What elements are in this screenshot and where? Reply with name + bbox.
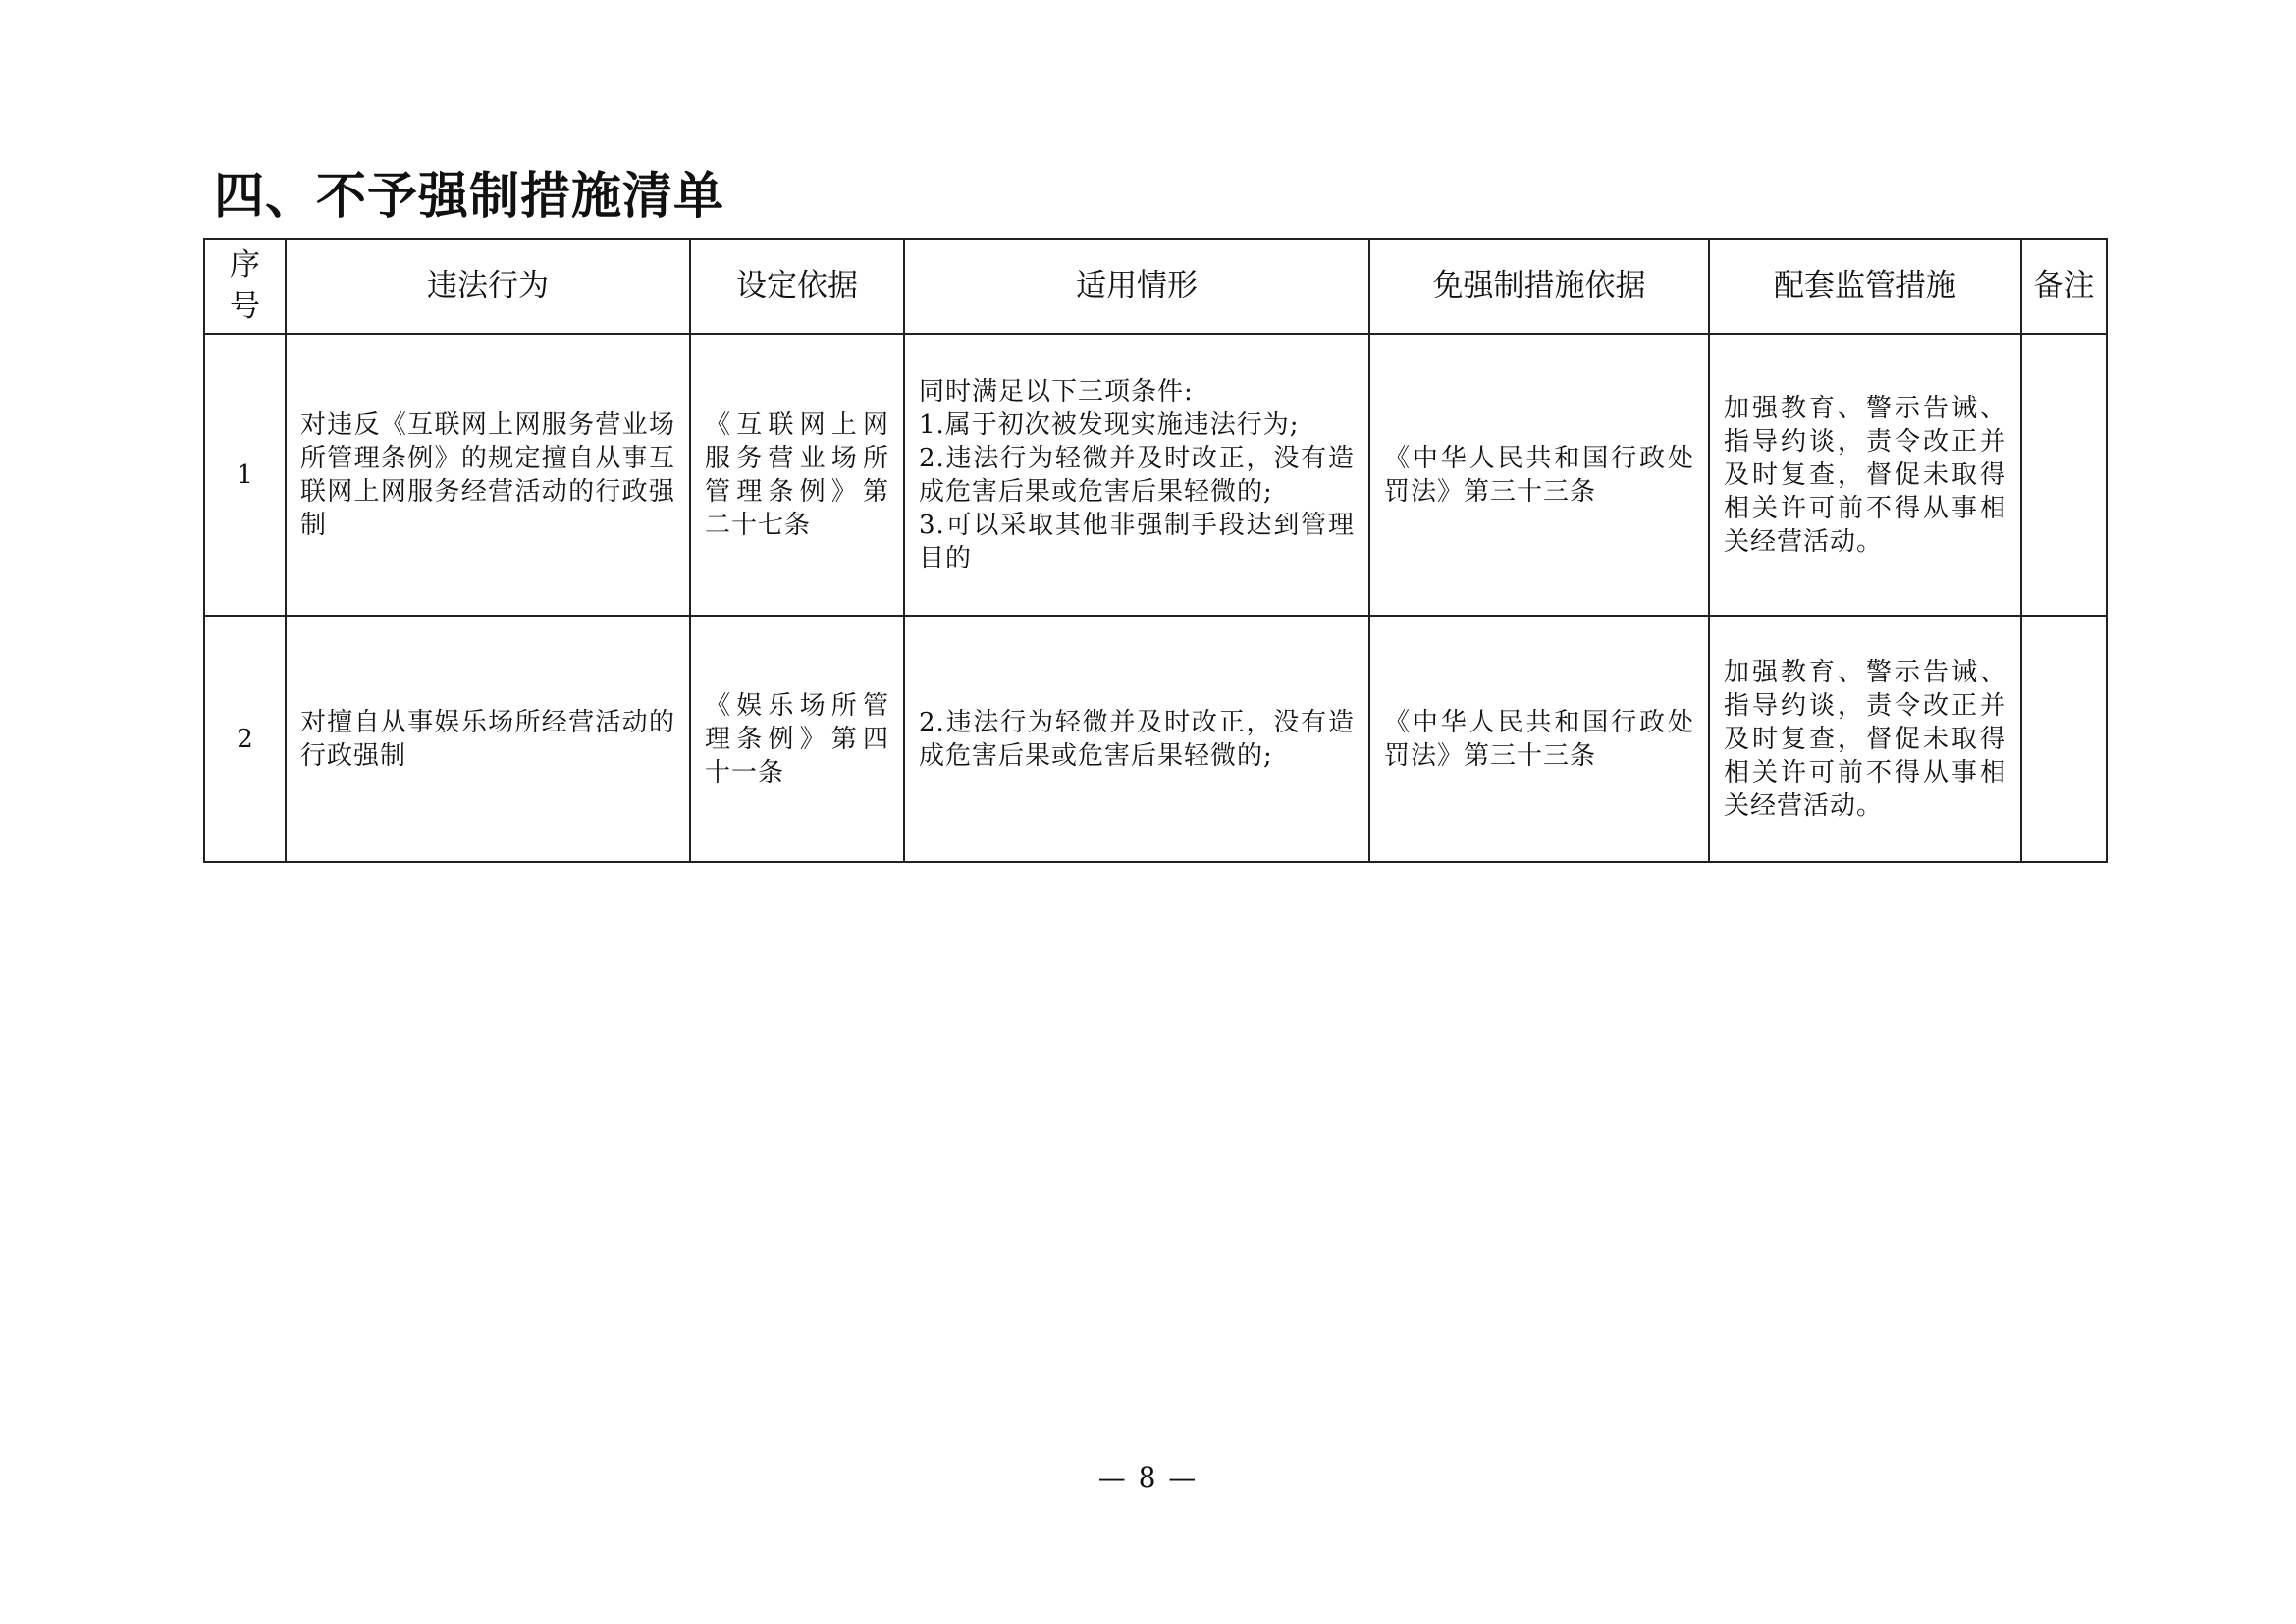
cell-applicable-situation: 2.违法行为轻微并及时改正，没有造成危害后果或危害后果轻微的; xyxy=(904,616,1369,862)
cell-supervision-measures: 加强教育、警示告诫、指导约谈，责令改正并及时复查，督促未取得相关许可前不得从事相关经营活动。 xyxy=(1709,616,2021,862)
page-title: 四、不予强制措施清单 xyxy=(214,167,725,226)
cell-exemption-basis: 《中华人民共和国行政处罚法》第三十三条 xyxy=(1369,334,1709,616)
cell-violation: 对擅自从事娱乐场所经营活动的行政强制 xyxy=(286,616,690,862)
header-exemption-basis: 免强制措施依据 xyxy=(1369,239,1709,334)
cell-supervision-measures: 加强教育、警示告诫、指导约谈，责令改正并及时复查，督促未取得相关许可前不得从事相关经营活动。 xyxy=(1709,334,2021,616)
table-header-row xyxy=(204,239,2107,334)
header-supervision-measures: 配套监管措施 xyxy=(1709,239,2021,334)
cell-remarks xyxy=(2021,334,2107,616)
page-number: — 8 — xyxy=(1097,1461,1199,1493)
cell-seq: 2 xyxy=(204,616,286,862)
cell-legal-basis: 《娱乐场所管理条例》第四十一条 xyxy=(690,616,904,862)
header-seq: 序号 xyxy=(204,239,286,334)
cell-applicable-situation: 同时满足以下三项条件: 1.属于初次被发现实施违法行为; 2.违法行为轻微并及时改正，没有造成危害后果或危害后果轻微的; 3.可以采取其他非强制手段达到管理目的 xyxy=(904,334,1369,616)
table-row xyxy=(204,334,2107,616)
header-legal-basis: 设定依据 xyxy=(690,239,904,334)
header-applicable-situation: 适用情形 xyxy=(904,239,1369,334)
cell-remarks xyxy=(2021,616,2107,862)
cell-legal-basis: 《互联网上网服务营业场所管理条例》第二十七条 xyxy=(690,334,904,616)
header-remarks: 备注 xyxy=(2021,239,2107,334)
cell-seq: 1 xyxy=(204,334,286,616)
header-violation: 违法行为 xyxy=(286,239,690,334)
cell-violation: 对违反《互联网上网服务营业场所管理条例》的规定擅自从事互联网上网服务经营活动的行政强制 xyxy=(286,334,690,616)
non-enforcement-measures-table xyxy=(203,238,2108,863)
cell-exemption-basis: 《中华人民共和国行政处罚法》第三十三条 xyxy=(1369,616,1709,862)
table-row xyxy=(204,616,2107,862)
